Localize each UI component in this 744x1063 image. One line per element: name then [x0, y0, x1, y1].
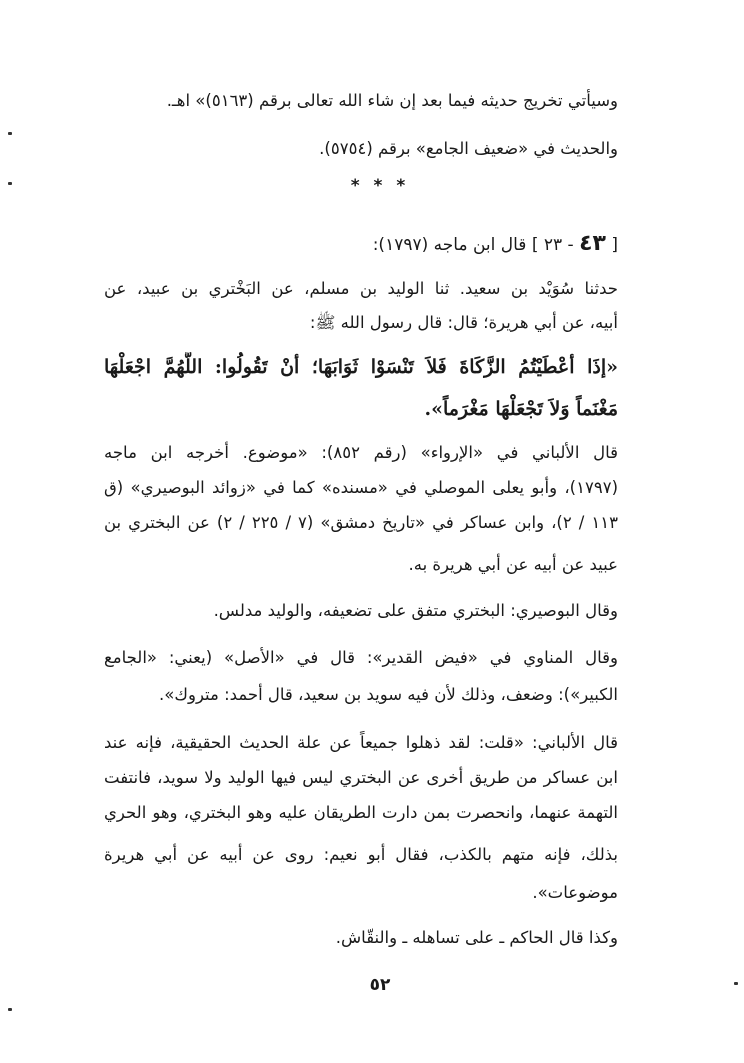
- text-line: عبيد عن أبيه عن أبي هريرة به.: [408, 555, 618, 574]
- scan-speck: [8, 1008, 12, 1011]
- text-line: ابن عساكر من طريق أخرى عن البختري ليس فيها الوليد ولا سويد، فانتفت: [104, 768, 618, 787]
- text-line: التهمة عنهما، وانحصرت بمن دارت الطريقان عليه وهو البختري، وهو الحري: [104, 803, 618, 822]
- hadith-number: ٤٣: [579, 231, 606, 256]
- page-number: ٥٢: [369, 975, 391, 995]
- text-line: (١٧٩٧)، وأبو يعلى الموصلي في «مسنده» كما في «زوائد البوصيري» (ق: [104, 478, 618, 497]
- text-line: وقال المناوي في «فيض القدير»: قال في «الأصل» (يعني: «الجامع: [104, 648, 618, 667]
- text-line: قال الألباني: «قلت: لقد ذهلوا جميعاً عن علة الحديث الحقيقية، فإنه عند: [104, 733, 618, 752]
- text-line: قال الألباني في «الإرواء» (رقم ٨٥٢): «موضوع. أخرجه ابن ماجه: [104, 443, 618, 462]
- text-line: موضوعات».: [532, 883, 618, 902]
- text-line: ١١٣ / ٢)، وابن عساكر في «تاريخ دمشق» (٧ / ٢٢٥ / ٢) عن البختري بن: [104, 513, 618, 532]
- text-line: بذلك، فإنه متهم بالكذب، فقال أبو نعيم: روى عن أبيه عن أبي هريرة: [104, 845, 618, 864]
- section-separator: * * *: [350, 176, 410, 196]
- scan-speck: [734, 982, 738, 985]
- isnad-line: أبيه، عن أبي هريرة؛ قال: قال رسول الله ﷺ:: [309, 313, 618, 332]
- text-line: الكبير»): وضعف، وذلك لأن فيه سويد بن سعيد، قال أحمد: متروك».: [159, 685, 618, 704]
- scan-speck: [8, 132, 12, 135]
- text-line: وسيأتي تخريج حديثه فيما بعد إن شاء الله تعالى برقم (٥١٦٣)» اهـ.: [166, 91, 618, 110]
- hadith-text: مَغْنَماً وَلاَ تَجْعَلْهَا مَغْرَماً».: [424, 398, 618, 420]
- isnad-line: حدثنا سُوَيْد بن سعيد. ثنا الوليد بن مسلم، عن البَخْتري بن عبيد، عن: [104, 279, 618, 298]
- heading-text: قال ابن ماجه (١٧٩٧):: [372, 235, 527, 255]
- hadith-sub-number: ٢٣: [543, 235, 563, 255]
- text-line: وقال البوصيري: البختري متفق على تضعيفه، والوليد مدلس.: [213, 601, 618, 620]
- text-line: وكذا قال الحاكم ـ على تساهله ـ والنقّاش.: [335, 928, 618, 947]
- text-line: والحديث في «ضعيف الجامع» برقم (٥٧٥٤).: [319, 139, 618, 158]
- hadith-text: «إذَا أعْطَيْتُمُ الزَّكَاةَ فَلاَ تَنْسَوْا ثَوَابَهَا؛ أنْ تَقُولُوا: اللَّهُمَّ اجْعَلْهَا: [104, 356, 618, 378]
- scan-speck: [8, 182, 12, 185]
- heading-dash: -: [562, 235, 574, 255]
- heading-bracket-open: [: [611, 235, 618, 255]
- heading-bracket-close: ]: [531, 235, 539, 255]
- hadith-heading: [373, 229, 618, 259]
